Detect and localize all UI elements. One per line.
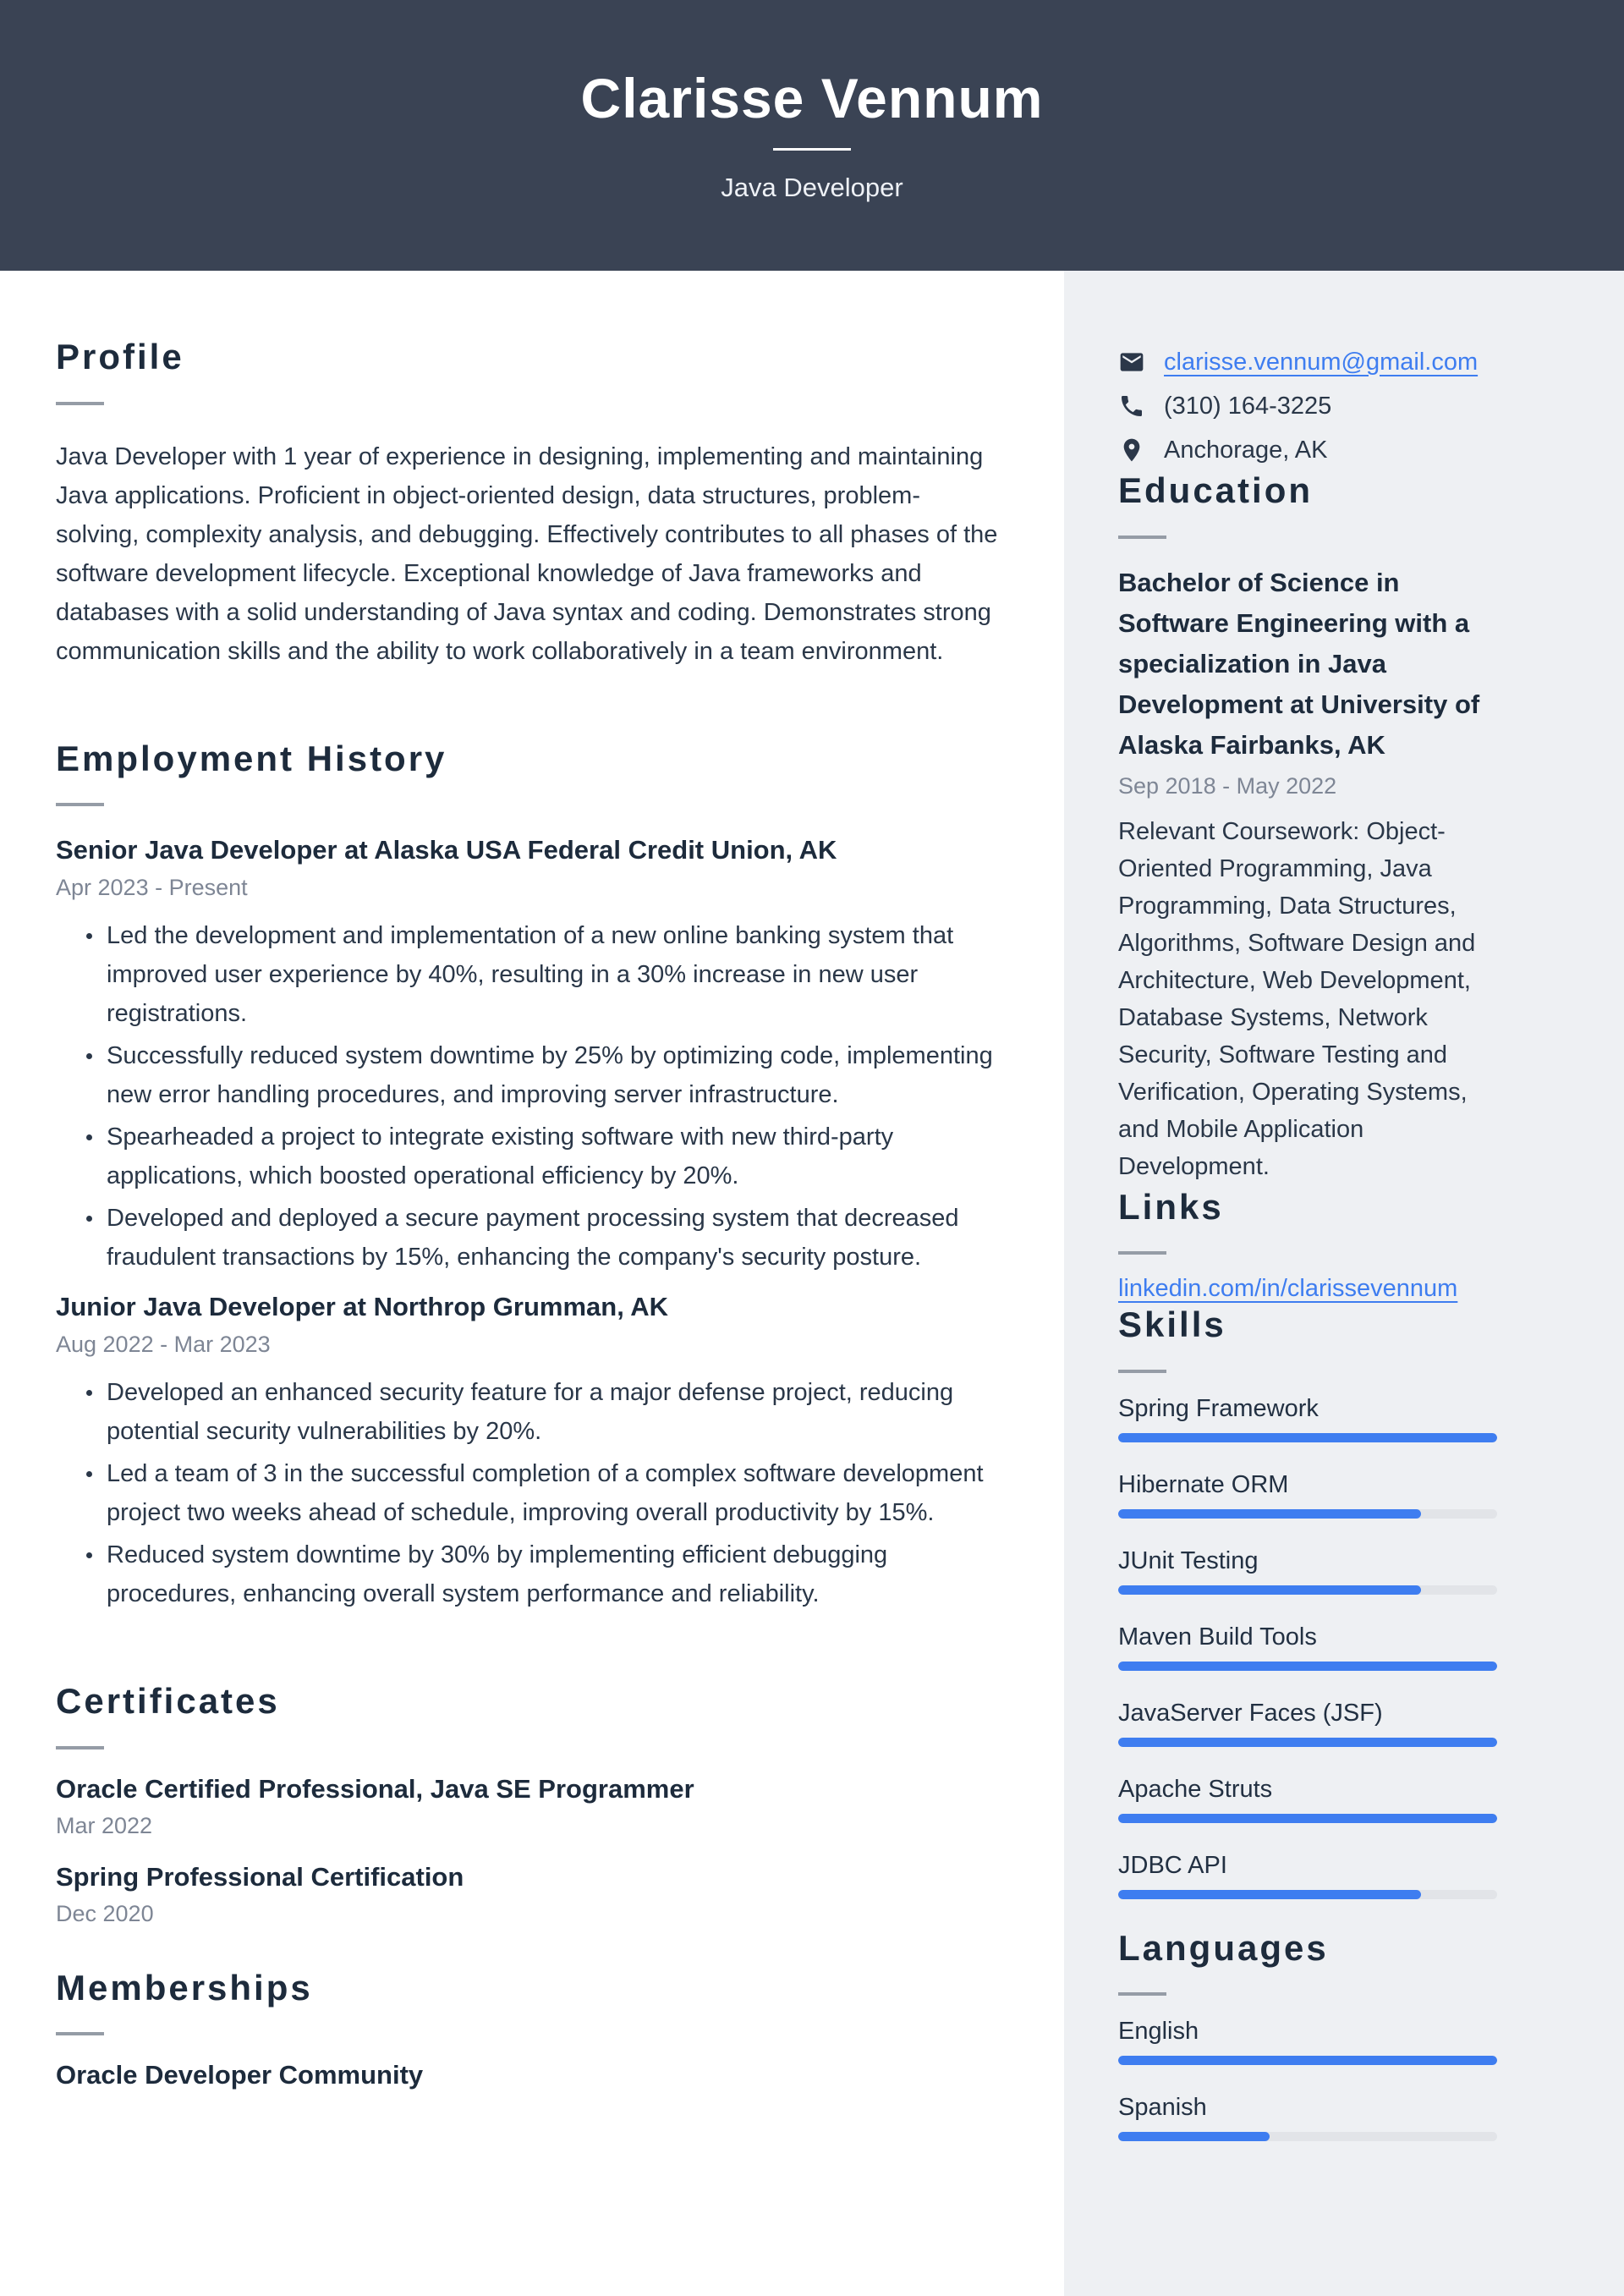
job-entry bbox=[56, 832, 998, 1277]
education-heading: Education bbox=[1118, 470, 1314, 510]
job-bullet: Reduced system downtime by 30% by implementing efficient debugging procedures, enhancing overall system performance and reliability. bbox=[56, 1535, 998, 1613]
memberships-heading: Memberships bbox=[56, 1967, 313, 2008]
skill-bar-fill bbox=[1118, 1890, 1421, 1899]
job-role-subtitle: Java Developer bbox=[721, 172, 903, 202]
skill-item bbox=[1118, 1469, 1497, 1519]
job-bullet: Successfully reduced system downtime by 25% by optimizing code, implementing new error handling procedures, and improving server infrastructure. bbox=[56, 1036, 998, 1114]
language-item bbox=[1118, 2092, 1497, 2141]
section-divider bbox=[56, 2032, 104, 2035]
certificate-entry bbox=[56, 1859, 998, 1929]
skill-bar-track bbox=[1118, 2056, 1497, 2065]
skill-name: Spring Framework bbox=[1118, 1394, 1319, 1422]
skill-name: Hibernate ORM bbox=[1118, 1470, 1289, 1498]
job-bullet: Led the development and implementation of a new online banking system that improved user experience by 40%, resulting in a 30% increase in new user registrations. bbox=[56, 916, 998, 1033]
section-divider bbox=[56, 803, 104, 806]
profile-text: Java Developer with 1 year of experience in designing, implementing and maintaining Java applications. Proficient in object-oriented design, data structures, problem-solving, complexity analysis, and debugging. Effectively contributes to all phases of the software development lifecycle. Exceptional knowledge of Java frameworks and databases with a solid understanding of Java syntax and coding. Demonstrates strong communication skills and the ability to work collaboratively in a team environment. bbox=[56, 442, 998, 665]
skill-bar-fill bbox=[1118, 1738, 1497, 1747]
job-entry bbox=[56, 1288, 998, 1613]
certificates-heading: Certificates bbox=[56, 1681, 280, 1721]
contact-email-row bbox=[1118, 343, 1497, 381]
skill-bar-track bbox=[1118, 1662, 1497, 1671]
job-title: Junior Java Developer at Northrop Grumman, AK bbox=[56, 1292, 669, 1321]
section-divider bbox=[1118, 1251, 1166, 1255]
certificates-section bbox=[56, 1679, 998, 1929]
skill-bar-fill bbox=[1118, 1662, 1497, 1671]
memberships-list bbox=[56, 2057, 998, 2093]
skill-name: JDBC API bbox=[1118, 1851, 1227, 1879]
skill-name: Spanish bbox=[1118, 2094, 1207, 2121]
links-heading: Links bbox=[1118, 1186, 1224, 1227]
skill-bar-fill bbox=[1118, 1585, 1421, 1595]
skill-bar-track bbox=[1118, 1738, 1497, 1747]
certificate-title: Spring Professional Certification bbox=[56, 1861, 464, 1892]
skills-list bbox=[1118, 1393, 1497, 1899]
section-divider bbox=[1118, 1992, 1166, 1996]
skill-bar-track bbox=[1118, 1585, 1497, 1595]
skills-section bbox=[1118, 1303, 1497, 1899]
skill-bar-fill bbox=[1118, 1814, 1497, 1823]
email-link[interactable]: clarisse.vennum@gmail.com bbox=[1164, 348, 1479, 376]
profile-section bbox=[56, 335, 998, 671]
skill-bar-track bbox=[1118, 1890, 1497, 1899]
skill-bar-track bbox=[1118, 1509, 1497, 1519]
certificate-date: Dec 2020 bbox=[56, 1900, 154, 1926]
job-bullet: Developed and deployed a secure payment processing system that decreased fraudulent transactions by 15%, enhancing the company's security posture. bbox=[56, 1199, 998, 1277]
job-dates: Apr 2023 - Present bbox=[56, 875, 248, 900]
employment-heading: Employment History bbox=[56, 738, 447, 778]
certificate-title: Oracle Certified Professional, Java SE Programmer bbox=[56, 1773, 694, 1804]
envelope-icon bbox=[1118, 349, 1145, 376]
employment-section bbox=[56, 737, 998, 1614]
skill-bar-track bbox=[1118, 2132, 1497, 2141]
name-underline bbox=[773, 148, 851, 151]
skill-bar-fill bbox=[1118, 2056, 1497, 2065]
contact-phone-row bbox=[1118, 387, 1497, 425]
job-bullets bbox=[56, 916, 998, 1277]
profile-heading: Profile bbox=[56, 337, 184, 376]
membership-item: Oracle Developer Community bbox=[56, 2060, 424, 2090]
language-item bbox=[1118, 2016, 1497, 2065]
job-dates: Aug 2022 - Mar 2023 bbox=[56, 1332, 271, 1357]
skill-item bbox=[1118, 1622, 1497, 1671]
skill-bar-fill bbox=[1118, 2132, 1270, 2141]
person-name: Clarisse Vennum bbox=[580, 67, 1044, 130]
linkedin-link[interactable]: linkedin.com/in/clarissevennum bbox=[1118, 1275, 1458, 1302]
job-title: Senior Java Developer at Alaska USA Federal Credit Union, AK bbox=[56, 835, 837, 865]
section-divider bbox=[1118, 536, 1166, 539]
certificate-date: Mar 2022 bbox=[56, 1812, 153, 1838]
contact-location-row bbox=[1118, 431, 1497, 469]
skill-name: JavaServer Faces (JSF) bbox=[1118, 1699, 1383, 1727]
skill-item bbox=[1118, 1698, 1497, 1747]
location-text: Anchorage, AK bbox=[1164, 436, 1328, 464]
languages-section bbox=[1118, 1926, 1497, 2142]
jobs bbox=[56, 832, 998, 1613]
skill-bar-track bbox=[1118, 1433, 1497, 1442]
skill-item bbox=[1118, 1850, 1497, 1899]
skill-bar-track bbox=[1118, 1814, 1497, 1823]
skill-name: JUnit Testing bbox=[1118, 1546, 1259, 1574]
degree-title: Bachelor of Science in Software Engineering with a specialization in Java Development at University of Alaska Fairbanks, AK bbox=[1118, 567, 1480, 760]
phone-icon bbox=[1118, 393, 1145, 420]
section-divider bbox=[1118, 1370, 1166, 1373]
skill-name: English bbox=[1118, 2018, 1199, 2045]
skill-bar-fill bbox=[1118, 1509, 1421, 1519]
map-pin-icon bbox=[1118, 437, 1145, 464]
skills-heading: Skills bbox=[1118, 1305, 1226, 1344]
skill-name: Maven Build Tools bbox=[1118, 1623, 1317, 1651]
main-column bbox=[0, 271, 1064, 2296]
memberships-section bbox=[56, 1966, 998, 2094]
links-section bbox=[1118, 1185, 1497, 1304]
contact-block bbox=[1118, 343, 1497, 469]
certificate-entry bbox=[56, 1771, 998, 1841]
languages-heading: Languages bbox=[1118, 1927, 1329, 1968]
job-bullet: Led a team of 3 in the successful completion of a complex software development project two weeks ahead of schedule, improving overall productivity by 15%. bbox=[56, 1454, 998, 1532]
education-dates: Sep 2018 - May 2022 bbox=[1118, 772, 1337, 799]
skill-name: Apache Struts bbox=[1118, 1775, 1273, 1803]
sidebar bbox=[1064, 271, 1624, 2296]
resume-header bbox=[0, 0, 1624, 271]
education-coursework: Relevant Coursework: Object-Oriented Programming, Java Programming, Data Structures, Algorithms, Software Design and Architecture, Web Development, Database Systems, Network Security, Software Testing and Verification, Operating Systems, and Mobile Application Development. bbox=[1118, 817, 1476, 1180]
job-bullets bbox=[56, 1373, 998, 1613]
skill-item bbox=[1118, 1774, 1497, 1823]
skill-item bbox=[1118, 1393, 1497, 1442]
phone-number: (310) 164-3225 bbox=[1164, 392, 1332, 420]
job-bullet: Spearheaded a project to integrate existing software with new third-party applications, which boosted operational efficiency by 20%. bbox=[56, 1118, 998, 1195]
job-bullet: Developed an enhanced security feature for a major defense project, reducing potential security vulnerabilities by 20%. bbox=[56, 1373, 998, 1451]
section-divider bbox=[56, 1746, 104, 1749]
certificates-list bbox=[56, 1771, 998, 1929]
education-section bbox=[1118, 469, 1497, 1185]
section-divider bbox=[56, 402, 104, 405]
skill-item bbox=[1118, 1546, 1497, 1595]
languages-list bbox=[1118, 2016, 1497, 2141]
skill-bar-fill bbox=[1118, 1433, 1497, 1442]
links-list bbox=[1118, 1275, 1497, 1303]
